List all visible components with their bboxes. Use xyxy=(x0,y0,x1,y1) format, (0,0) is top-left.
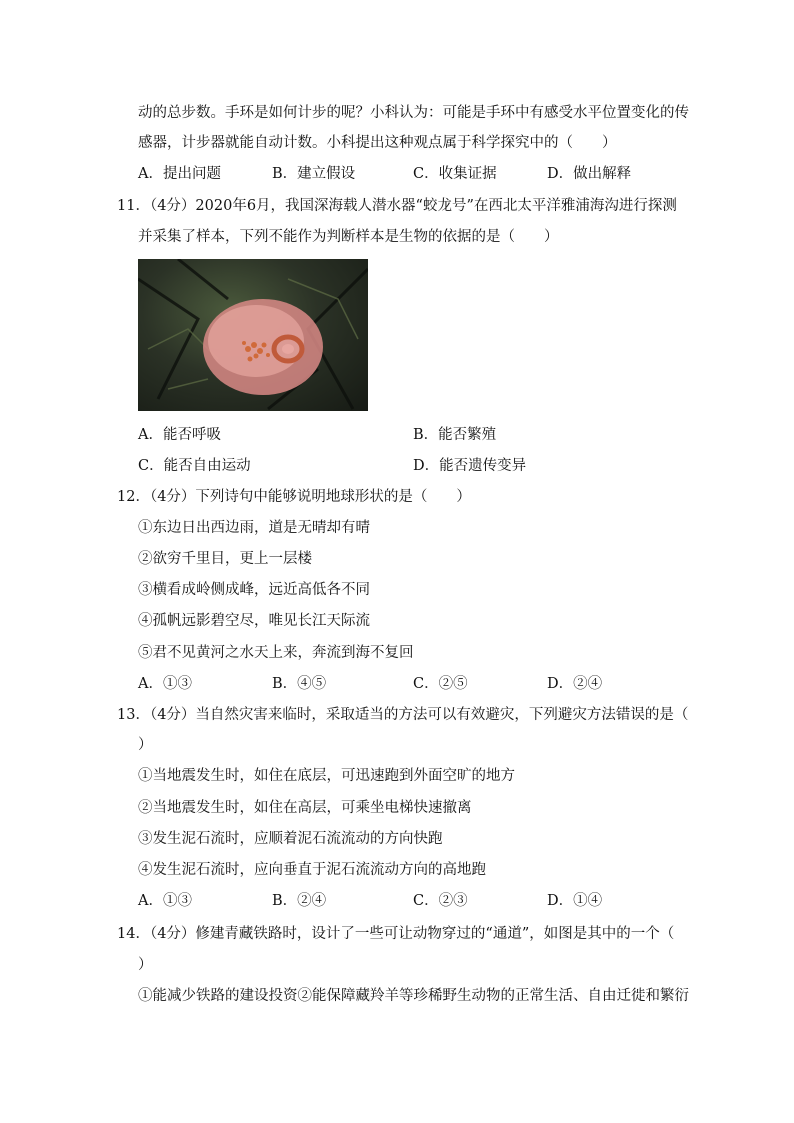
q12-option-a: A．①③ xyxy=(138,676,192,692)
q14-stem-line1: 14．（4分）修建青藏铁路时，设计了一些可让动物穿过的“通道”，如图是其中的一个（ xyxy=(117,926,675,942)
q14-stem-line2: ） xyxy=(138,957,153,973)
q11-option-b: B．能否繁殖 xyxy=(413,427,497,443)
q13-item-1: ①当地震发生时，如住在底层，可迅速跑到外面空旷的地方 xyxy=(138,768,515,784)
q12-option-b: B．④⑤ xyxy=(272,676,327,692)
deep-sea-specimen-photo xyxy=(138,259,368,411)
q12-stem: 12．（4分）下列诗句中能够说明地球形状的是（ ） xyxy=(117,489,471,505)
q12-item-2: ②欲穷千里目，更上一层楼 xyxy=(138,551,312,567)
q12-item-5: ⑤君不见黄河之水天上来，奔流到海不复回 xyxy=(138,645,414,661)
q11-option-d: D．能否遗传变异 xyxy=(413,458,527,474)
q13-item-2: ②当地震发生时，如住在高层，可乘坐电梯快速撤离 xyxy=(138,800,472,816)
q10-stem-line1: 动的总步数。手环是如何计步的呢？小科认为：可能是手环中有感受水平位置变化的传 xyxy=(138,105,689,121)
q11-option-c: C．能否自由运动 xyxy=(138,458,251,474)
q10-option-b: B．建立假设 xyxy=(272,166,356,182)
q13-stem-line2: ） xyxy=(138,737,153,753)
q13-option-d: D．①④ xyxy=(547,893,603,909)
q10-option-d: D．做出解释 xyxy=(547,166,632,182)
q12-option-c: C．②⑤ xyxy=(413,676,468,692)
q11-stem-line1: 11．（4分）2020年6月，我国深海载人潜水器“蛟龙号”在西北太平洋雅浦海沟进行探测 xyxy=(117,198,677,214)
q12-item-4: ④孤帆远影碧空尽，唯见长江天际流 xyxy=(138,613,370,629)
q10-option-c: C．收集证据 xyxy=(413,166,497,182)
q13-option-b: B．②④ xyxy=(272,893,327,909)
q13-item-4: ④发生泥石流时，应向垂直于泥石流流动方向的高地跑 xyxy=(138,862,486,878)
q13-stem-line1: 13．（4分）当自然灾害来临时，采取适当的方法可以有效避灾，下列避灾方法错误的是（ xyxy=(117,707,689,723)
q10-option-a: A．提出问题 xyxy=(138,166,221,182)
q13-option-a: A．①③ xyxy=(138,893,192,909)
q11-option-a: A．能否呼吸 xyxy=(138,427,221,443)
q13-item-3: ③发生泥石流时，应顺着泥石流流动的方向快跑 xyxy=(138,831,443,847)
q12-option-d: D．②④ xyxy=(547,676,603,692)
q14-item-line: ①能减少铁路的建设投资②能保障藏羚羊等珍稀野生动物的正常生活、自由迁徙和繁衍 xyxy=(138,988,689,1004)
q13-option-c: C．②③ xyxy=(413,893,468,909)
q12-item-1: ①东边日出西边雨，道是无晴却有晴 xyxy=(138,520,370,536)
q11-stem-line2: 并采集了样本，下列不能作为判断样本是生物的依据的是（ ） xyxy=(138,229,559,245)
q12-item-3: ③横看成岭侧成峰，远近高低各不同 xyxy=(138,582,370,598)
q10-stem-line2: 感器，计步器就能自动计数。小科提出这种观点属于科学探究中的（ ） xyxy=(138,135,617,151)
